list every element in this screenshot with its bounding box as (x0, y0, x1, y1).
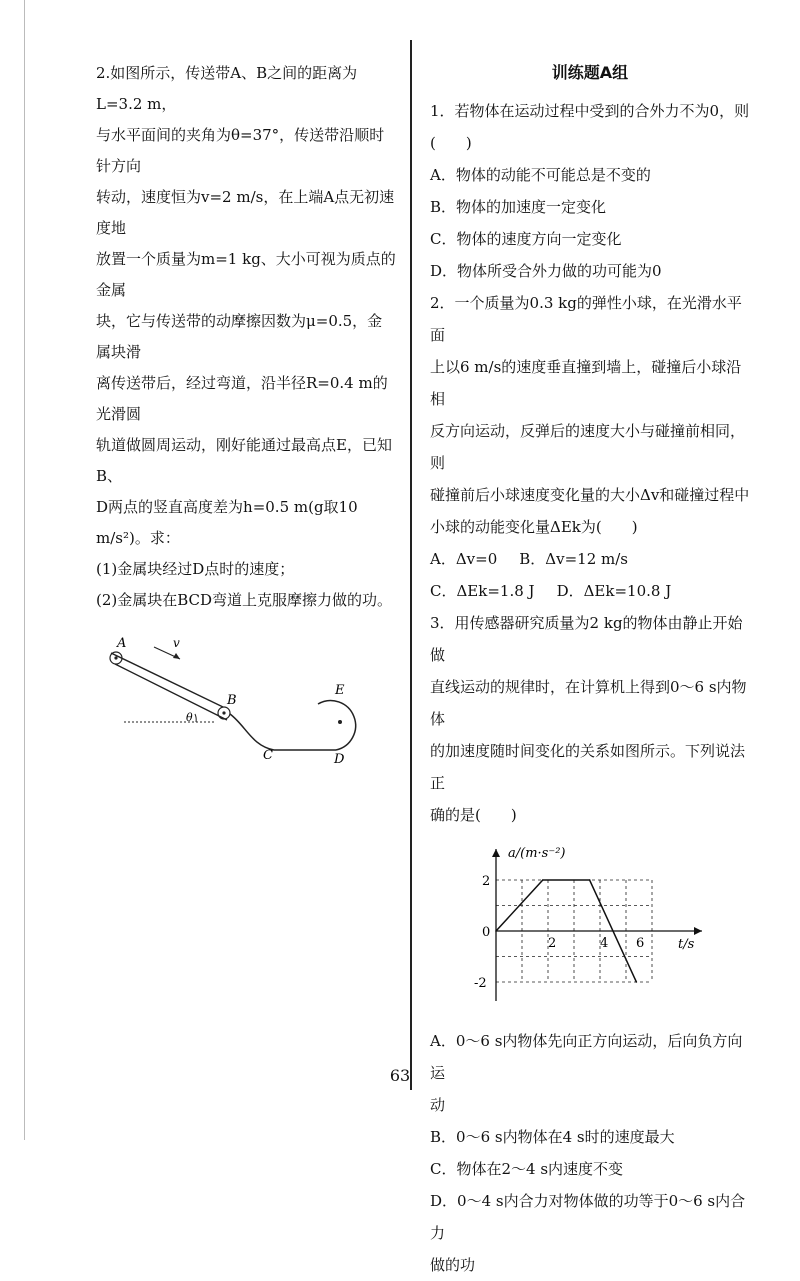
question-3 (430, 607, 750, 1281)
data-point (495, 930, 497, 932)
q2r-option-a: A．Δv=0 (430, 550, 498, 568)
q2r-option-b: B．Δv=12 m/s (519, 550, 628, 568)
q2r-option-c: C．ΔEk=1.8 J (430, 582, 535, 600)
q2r-options-row-2 (430, 575, 750, 607)
x-tick-label: 6 (636, 936, 645, 951)
acceleration-time-chart (450, 841, 730, 1011)
q3-option-a-cont: 动 (430, 1096, 446, 1114)
q2r-stem: 2．一个质量为0.3 kg的弹性小球，在光滑水平面 (430, 294, 742, 344)
x-tick-label: 2 (548, 936, 557, 951)
q1-option-b: B．物体的加速度一定变化 (430, 198, 607, 216)
column-divider (410, 40, 412, 1090)
x-tick-label: 4 (600, 936, 609, 951)
q2-line: 块，它与传送带的动摩擦因数为μ=0.5，金属块滑 (96, 312, 383, 361)
label-a: A (117, 636, 127, 651)
y-tick-label: -2 (474, 976, 487, 991)
q2r-option-d: D．ΔEk=10.8 J (556, 582, 672, 600)
q3-option-c: C．物体在2～4 s内速度不变 (430, 1160, 624, 1178)
q1-stem: ( ) (430, 134, 472, 152)
right-column (430, 58, 750, 1281)
data-point (542, 879, 544, 881)
scan-edge-line (24, 0, 25, 1140)
q2-line: 转动，速度恒为v=2 m/s，在上端A点无初速度地 (96, 188, 395, 237)
q3-option-b: B．0～6 s内物体在4 s时的速度最大 (430, 1128, 675, 1146)
q2r-stem: 反方向运动，反弹后的速度大小与碰撞前相同，则 (430, 422, 746, 472)
label-c: C (263, 748, 273, 763)
q3-option-d: D．0～4 s内合力对物体做的功等于0～6 s内合力 (430, 1192, 746, 1242)
page-number: 63 (389, 1066, 411, 1085)
q2-sub-question-1: (1)金属块经过D点时的速度； (96, 560, 295, 578)
angle-arc (195, 714, 196, 722)
q2-line: 离传送带后，经过弯道，沿半径R=0.4 m的光滑圆 (96, 374, 388, 423)
q3-stem: 3．用传感器研究质量为2 kg的物体由静止开始做 (430, 614, 743, 664)
q1-option-d: D．物体所受合外力做的功可能为0 (430, 262, 662, 280)
q2-line: D两点的竖直高度差为h=0.5 m(g取10 m/s²)。求： (96, 498, 358, 547)
label-theta: θ (186, 711, 193, 724)
q2r-stem: 碰撞前后小球速度变化量的大小Δv和碰撞过程中 (430, 486, 750, 504)
q3-stem: 的加速度随时间变化的关系如图所示。下列说法正 (430, 742, 746, 792)
y-tick-label: 0 (482, 925, 491, 940)
q3-option-a: A．0～6 s内物体先向正方向运动，后向负方向运 (430, 1032, 743, 1082)
curved-track (230, 714, 336, 750)
data-point (636, 981, 638, 983)
q3-stem: 直线运动的规律时，在计算机上得到0～6 s内物体 (430, 678, 747, 728)
q2r-stem: 上以6 m/s的速度垂直撞到墙上，碰撞后小球沿相 (430, 358, 742, 408)
question-1 (430, 95, 750, 287)
y-axis-label: a/(m·s⁻²) (508, 846, 566, 861)
belt-bottom-edge (115, 664, 227, 720)
x-axis-arrow (694, 927, 702, 935)
x-axis-label: t/s (678, 937, 695, 952)
belt-top-edge (111, 653, 223, 707)
y-axis-arrow (492, 849, 500, 857)
q1-option-a: A．物体的动能不可能总是不变的 (430, 166, 651, 184)
question-2 (430, 287, 750, 607)
section-title: 训练题A组 (551, 63, 629, 82)
q2-sub-question-2: (2)金属块在BCD弯道上克服摩擦力做的功。 (96, 591, 393, 609)
q1-stem: 1．若物体在运动过程中受到的合外力不为0，则 (430, 102, 750, 120)
label-d: D (334, 752, 345, 764)
circle-center (338, 720, 342, 724)
q2r-options-row-1 (430, 543, 750, 575)
q2r-stem: 小球的动能变化量ΔEk为( ) (430, 518, 638, 536)
q2-line: 2.如图所示，传送带A、B之间的距离为L=3.2 m， (96, 64, 358, 113)
label-b: B (227, 693, 237, 708)
q3-stem: 确的是( ) (430, 806, 517, 824)
q2-line: 轨道做圆周运动，刚好能通过最高点E，已知B、 (96, 436, 392, 485)
left-column (96, 58, 396, 764)
y-tick-label: 2 (482, 874, 491, 889)
data-point (589, 879, 591, 881)
q3-option-d-cont: 做的功 (430, 1256, 476, 1274)
q2-line: 放置一个质量为m=1 kg、大小可视为质点的金属 (96, 250, 396, 299)
question-2-conveyor (96, 58, 396, 616)
conveyor-track-diagram (96, 634, 396, 764)
label-v: v (173, 636, 180, 650)
label-e: E (335, 683, 345, 698)
q2-line: 与水平面间的夹角为θ=37°，传送带沿顺时针方向 (96, 126, 385, 175)
circular-track (318, 701, 356, 750)
q1-option-c: C．物体的速度方向一定变化 (430, 230, 622, 248)
